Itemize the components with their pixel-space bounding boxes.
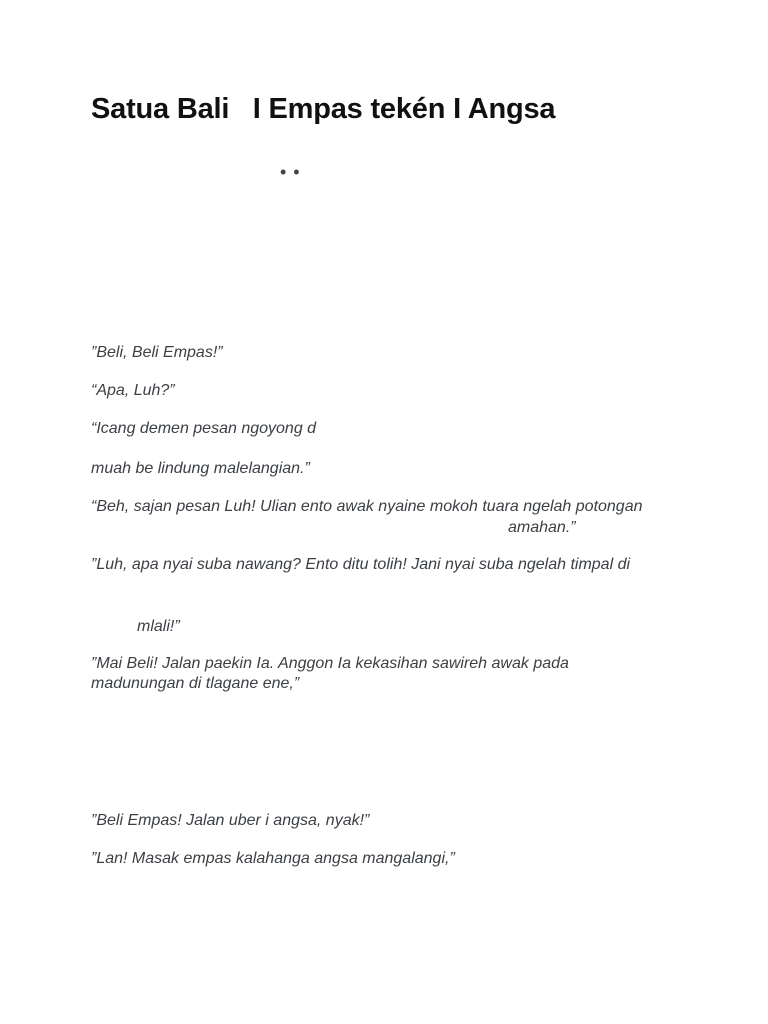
- dialogue-line: “Beh, sajan pesan Luh! Ulian ento awak nyaine mokoh tuara ngelah potongan: [91, 498, 643, 515]
- dialogue-line: ”Luh, apa nyai suba nawang? Ento ditu tolih! Jani nyai suba ngelah timpal di: [91, 556, 631, 573]
- dialogue-line: “Apa, Luh?”: [91, 382, 175, 399]
- dialogue-line: ”Beli, Beli Empas!”: [91, 344, 223, 361]
- dialogue-line: madunungan di tlagane ene,”: [91, 675, 300, 692]
- dialogue-line: mlali!”: [137, 618, 180, 635]
- dialogue-line: ”Lan! Masak empas kalahanga angsa mangalangi,”: [91, 850, 455, 867]
- dialogue-line: amahan.”: [508, 519, 576, 536]
- dialogue-line: “Icang demen pesan ngoyong d: [91, 420, 317, 437]
- dialogue-line: ”Beli Empas! Jalan uber i angsa, nyak!”: [91, 812, 370, 829]
- dialogue-line: ”Mai Beli! Jalan paekin Ia. Anggon Ia kekasihan sawireh awak pada: [91, 655, 569, 672]
- document-title: Satua Bali I Empas tekén I Angsa: [91, 93, 556, 125]
- ornament-dots: • •: [280, 162, 301, 182]
- dialogue-line: muah be lindung malelangian.”: [91, 460, 310, 477]
